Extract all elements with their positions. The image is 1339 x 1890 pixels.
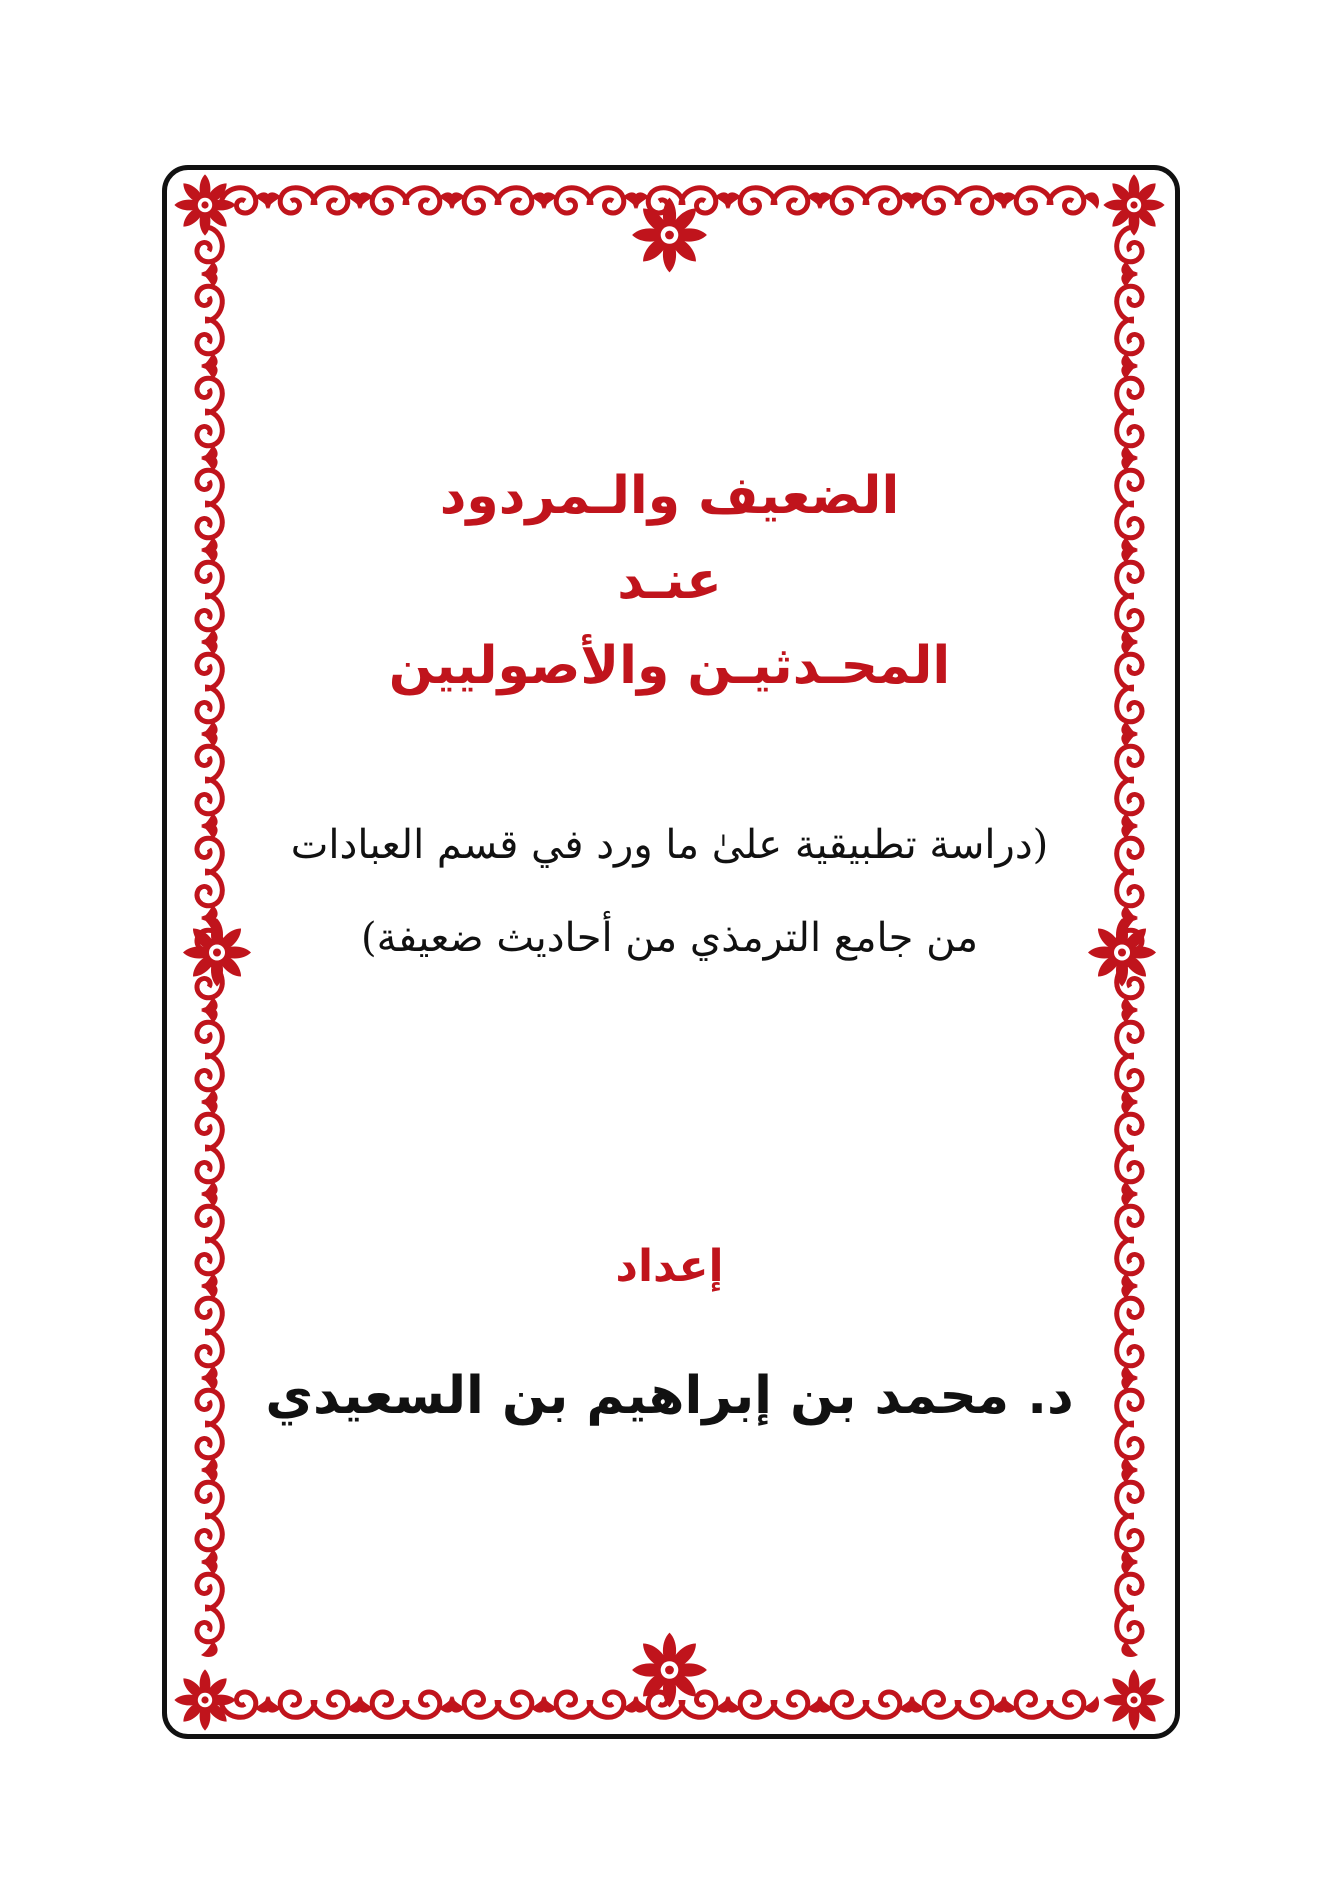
subtitle-line-2: من جامع الترمذي من أحاديث ضعيفة) [361,915,978,961]
title-line-2: عنـد [617,551,722,611]
prepared-by-label: إعداد [615,1241,724,1292]
subtitle-line-1: (دراسة تطبيقية علىٰ ما ورد في قسم العبادات [290,822,1049,868]
title-line-1: الضعيف والـمردود [439,466,900,526]
title-line-3: المحـدثيـن والأصوليين [388,636,951,696]
author-name: د. محمد بن إبراهيم بن السعيدي [265,1366,1074,1426]
